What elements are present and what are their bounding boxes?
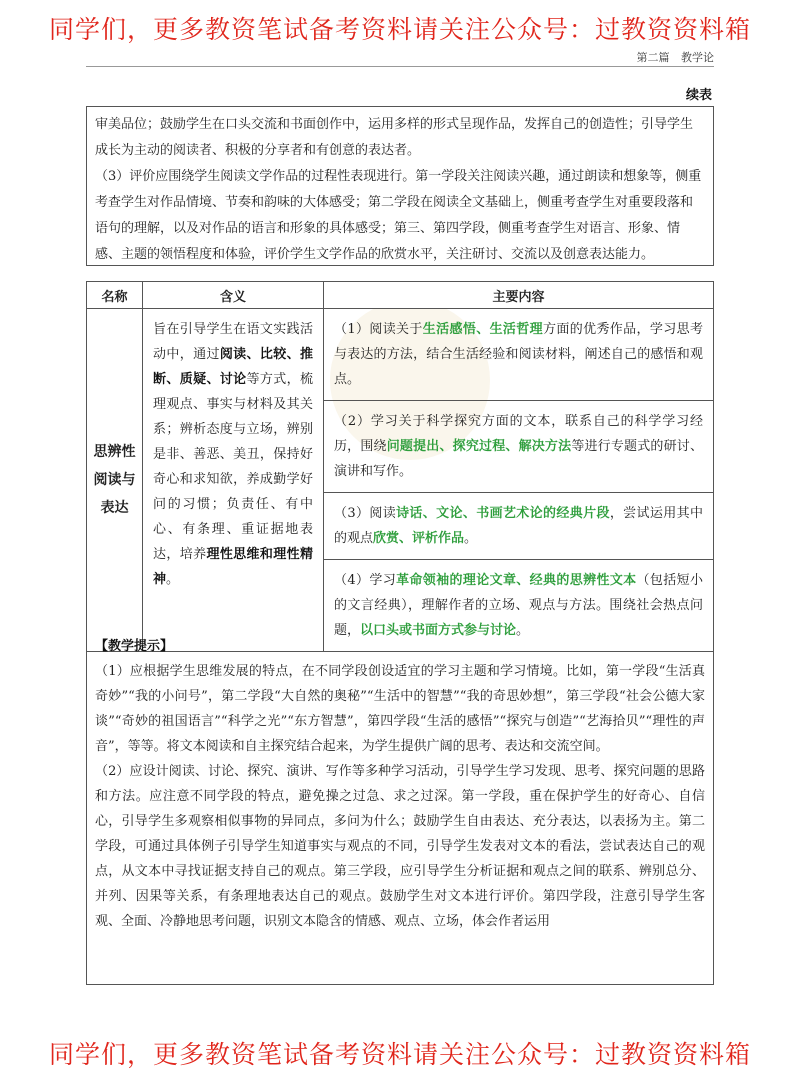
header-name: 名称 [87, 282, 143, 309]
item-text: （包括短小的文言经典），理解作者的立场、观点与方法。围绕社会热点问题， [334, 573, 703, 638]
item-highlight: 、 [476, 322, 490, 337]
item-highlight: 革命领袖的理论文章、经典的思辨性文本 [396, 573, 637, 588]
table-header-row [87, 282, 714, 309]
running-head-chapter: 教学论 [681, 51, 714, 64]
paragraph: （3）评价应围绕学生阅读文学作品的过程性表现进行。第一学段关注阅读兴趣，通过朗读和想象等，侧重考查学生对作品情境、节奏和韵味的大体感受；第二学段在阅读全文基础上，侧重考查学生对重要段落和语句的理解，以及对作品的语言和形象的具体感受；第三、第四学段，侧重考查学生对语言、形象、情感、主题的领悟程度和体验，评价学生文学作品的欣赏水平，关注研讨、交流以及创意表达能力。 [95, 169, 702, 262]
item-highlight: 生活感悟 [422, 322, 477, 337]
content-item [324, 493, 713, 560]
running-head [629, 49, 715, 65]
teaching-tips-box [86, 630, 714, 985]
content-item [324, 401, 713, 493]
tips-title: 【教学提示】 [95, 639, 174, 654]
header-meaning: 含义 [143, 282, 324, 309]
task-meaning [143, 309, 324, 652]
item-text: （2）学习关于科学探究方面的文本，联系自己的科学学习经历，围绕 [334, 414, 703, 454]
top-banner: 同学们，更多教资笔试备考资料请关注公众号：过教资资料箱 [48, 15, 751, 44]
meaning-text: 旨在引导学生在语文实践活动中，通过 [153, 322, 313, 362]
meaning-emphasis: 阅读、比较、推断、质疑、讨论 [153, 347, 313, 387]
content-table [86, 281, 714, 652]
item-text: （1）阅读关于 [334, 322, 423, 337]
header-rule [86, 66, 714, 67]
item-highlight: 以口头或书面方式参与讨论 [360, 623, 517, 638]
continued-label: 续表 [685, 88, 712, 103]
paragraph: 审美品位；鼓励学生在口头交流和书面创作中，运用多样的形式呈现作品，发挥自己的创造性；引导学生成长为主动的阅读者、积极的分享者和有创意的表达者。 [95, 117, 694, 158]
item-highlight: 问题提出、探究过程、解决方法 [386, 439, 572, 454]
continued-text-box [86, 106, 714, 266]
item-text: 等进行专题式的研讨、演讲和写作。 [334, 439, 703, 479]
task-contents [324, 309, 714, 652]
item-text: ，尝试运用其中的观点 [334, 506, 703, 546]
meaning-emphasis: 理性思维和理性精神 [153, 547, 313, 587]
meaning-text: 。 [166, 572, 180, 587]
bottom-banner: 同学们，更多教资笔试备考资料请关注公众号：过教资资料箱 [48, 1040, 751, 1069]
item-text: 。 [516, 623, 530, 638]
paragraph: （2）应设计阅读、讨论、探究、演讲、写作等多种学习活动，引导学生学习发现、思考、探究问题的思路和方法。应注意不同学段的特点，避免操之过急、求之过深。第一学段，重在保护学生的好奇心、自信心，引导学生多观察相似事物的异同点，多问为什么；鼓励学生自由表达、充分表达，以表扬为主。第二学段，可通过具体例子引导学生知道事实与观点的不同，引导学生发表对文本的看法，尝试表达自己的观点，从文本中寻找证据支持自己的观点。第三学段，应引导学生分析证据和观点之间的联系、辨别总分、并列、因果等关系，有条理地表达自己的观点。鼓励学生对文本进行评价。第四学段，注意引导学生客观、全面、冷静地思考问题，识别文本隐含的情感、观点、立场，体会作者运用 [95, 764, 705, 929]
table-row [87, 309, 714, 652]
meaning-text: 等方式，梳理观点、事实与材料及其关系；辨析态度与立场，辨别是非、善恶、美丑，保持好奇心和求知欲，养成勤学好问的习惯；负责任、有中心、有条理、重证据地表达，培养 [153, 372, 313, 562]
header-content: 主要内容 [324, 282, 714, 309]
content-item [324, 309, 713, 401]
item-text: （3）阅读 [334, 506, 397, 521]
task-name: 思辨性阅读与表达 [87, 309, 143, 652]
running-head-part: 第二篇 [636, 51, 670, 64]
item-highlight: 欣赏、评析作品 [373, 531, 465, 546]
item-highlight: 诗话、文论、书画艺术论的经典片段 [396, 506, 610, 521]
item-text: 。 [464, 531, 478, 546]
item-text: （4）学习 [334, 573, 397, 588]
item-text: 方面的优秀作品，学习思考与表达的方法，结合生活经验和阅读材料，阐述自己的感悟和观点。 [334, 322, 703, 387]
paragraph: （1）应根据学生思维发展的特点，在不同学段创设适宜的学习主题和学习情境。比如，第一学段“生活真奇妙”“我的小问号”，第二学段“大自然的奥秘”“生活中的智慧”“我的奇思妙想”，第三学段“社会公德大家谈”“奇妙的祖国语言”“科学之光”“东方智慧”，第四学段“生活的感悟”“探究与创造”“艺海拾贝”“理性的声音”，等等。将文本阅读和自主探究结合起来，为学生提供广阔的思考、表达和交流空间。 [95, 664, 705, 754]
item-highlight: 生活哲理 [489, 322, 544, 337]
